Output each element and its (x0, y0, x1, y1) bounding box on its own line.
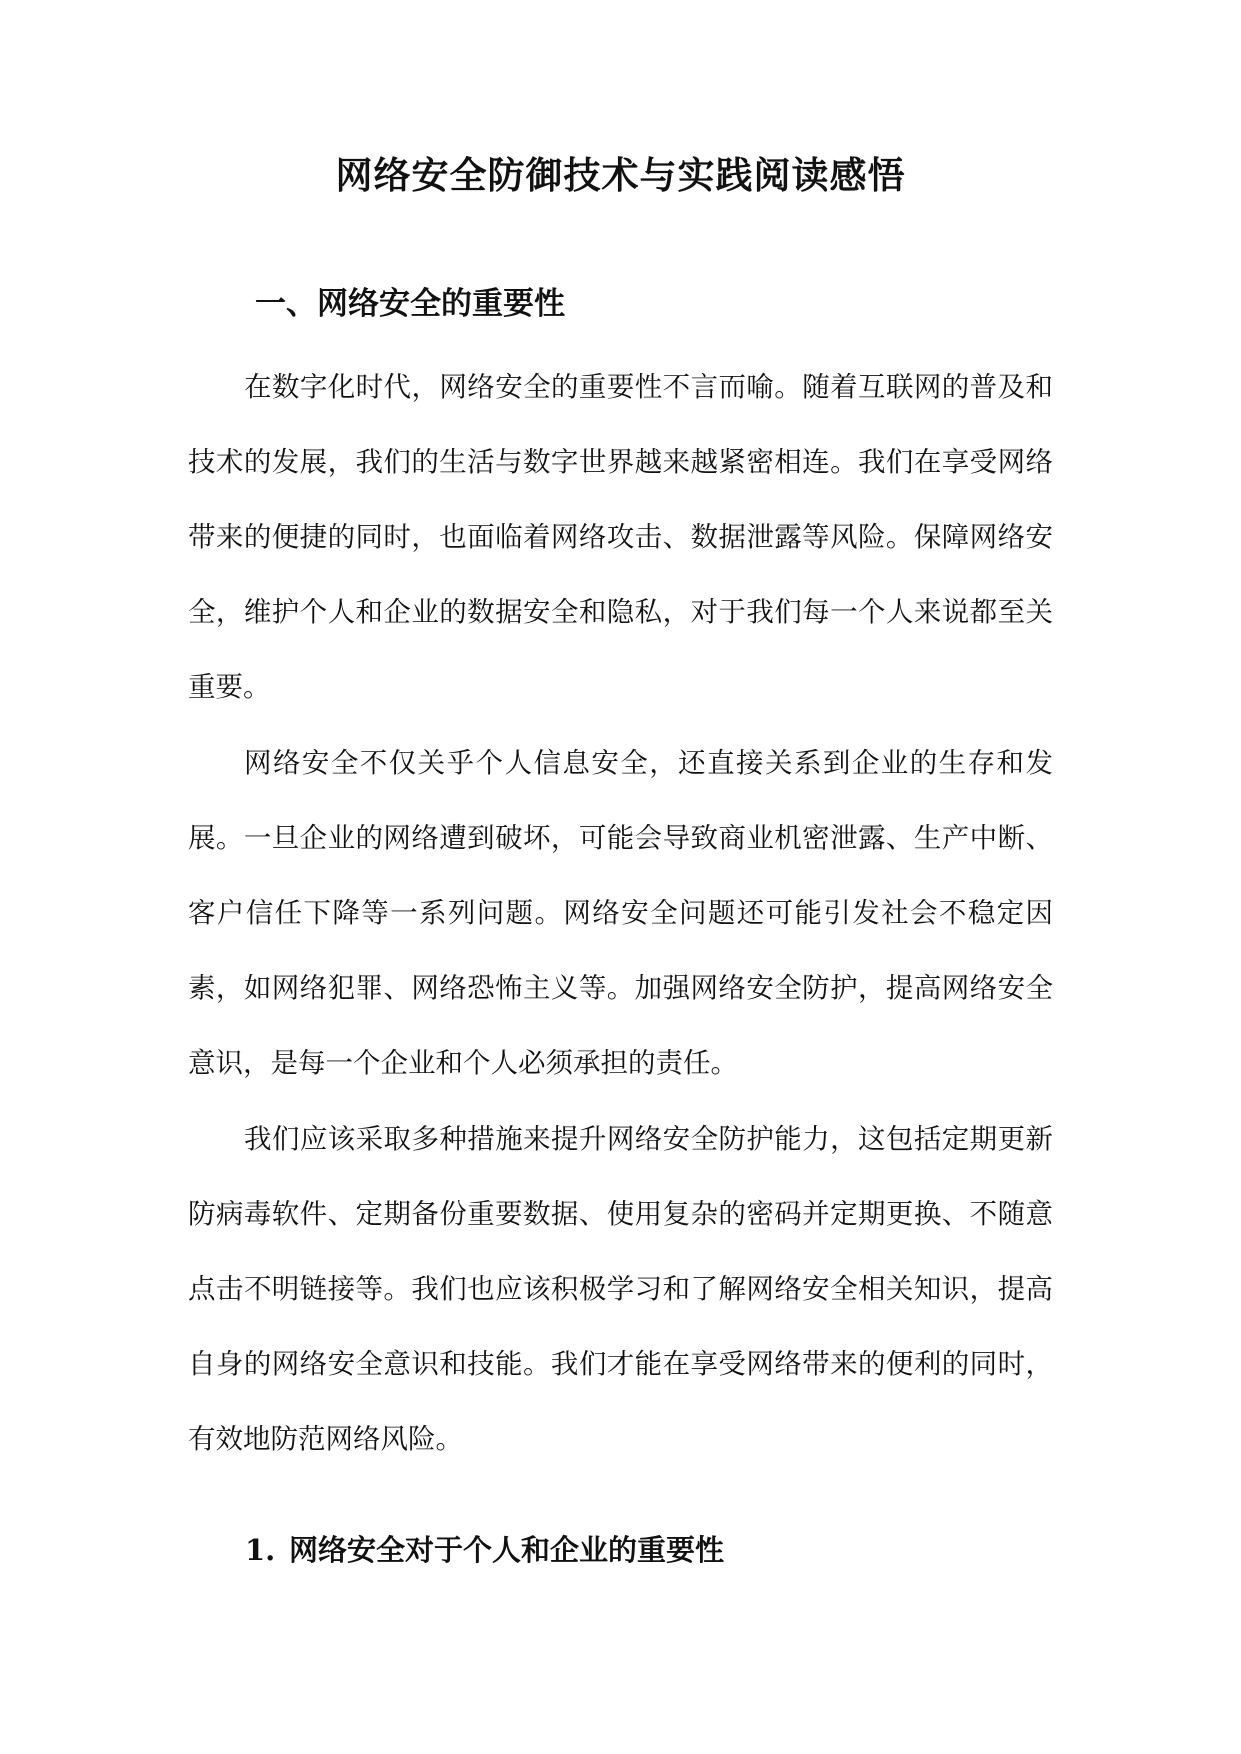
body-paragraph-3: 我们应该采取多种措施来提升网络安全防护能力，这包括定期更新防病毒软件、定期备份重要数据、使用复杂的密码并定期更换、不随意点击不明链接等。我们也应该积极学习和了解网络安全相关知识，提高自身的网络安全意识和技能。我们才能在享受网络带来的便利的同时，有效地防范网络风险。 (188, 1123, 1053, 1455)
subsection-heading (245, 1530, 724, 1570)
page-title: 网络安全防御技术与实践阅读感悟 (335, 153, 906, 197)
body-paragraph-2: 网络安全不仅关乎个人信息安全，还直接关系到企业的生存和发展。一旦企业的网络遭到破坏，可能会导致商业机密泄露、生产中断、客户信任下降等一系列问题。网络安全问题还可能引发社会不稳定因素，如网络犯罪、网络恐怖主义等。加强网络安全防护，提高网络安全意识，是每一个企业和个人必须承担的责任。 (188, 747, 1053, 1079)
body-paragraph-1: 在数字化时代，网络安全的重要性不言而喻。随着互联网的普及和技术的发展，我们的生活与数字世界越来越紧密相连。我们在享受网络带来的便捷的同时，也面临着网络攻击、数据泄露等风险。保障网络安全，维护个人和企业的数据安全和隐私，对于我们每一个人来说都至关重要。 (188, 371, 1053, 703)
section-heading: 一、网络安全的重要性 (255, 286, 565, 322)
subsection-heading-text: 网络安全对于个人和企业的重要性 (289, 1533, 725, 1567)
subsection-number: 1. (245, 1533, 276, 1567)
